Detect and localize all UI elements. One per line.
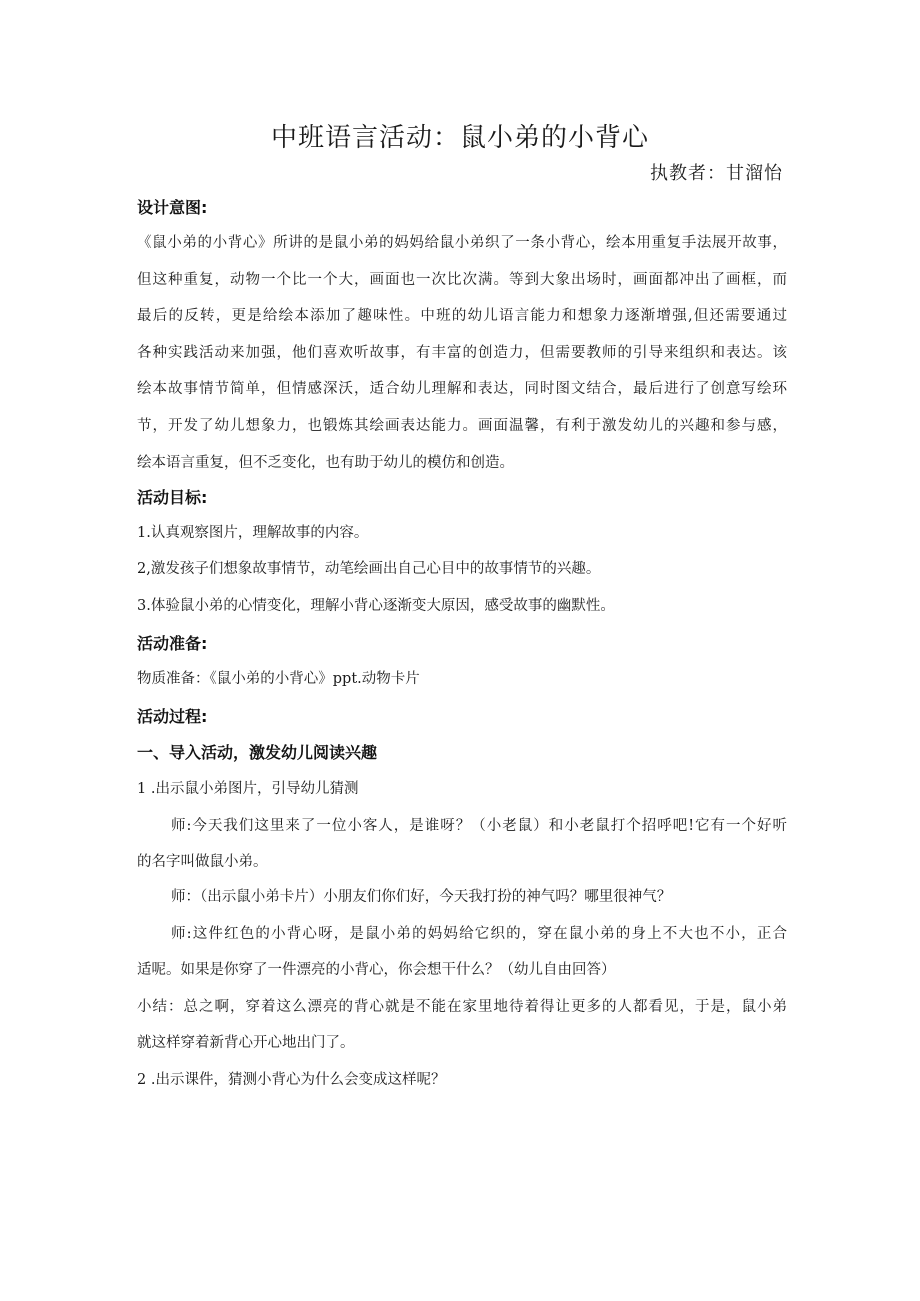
- heading-preparation: 活动准备:: [137, 634, 208, 653]
- goal-item: 2,激发孩子们想象故事情节，动笔绘画出自己心目中的故事情节的兴趣。: [137, 561, 601, 577]
- process-part1-heading: 一、导入活动，激发幼儿阅读兴趣: [137, 743, 378, 762]
- paragraph-line: 就这样穿着新背心开心地出门了。: [137, 1035, 355, 1051]
- heading-goals: 活动目标:: [137, 488, 208, 507]
- heading-process: 活动过程:: [137, 707, 208, 726]
- goal-item: 1.认真观察图片，理解故事的内容。: [137, 525, 369, 541]
- summary-paragraph: [137, 989, 787, 1061]
- preparation-text: 物质准备：《鼠小弟的小背心》ppt.动物卡片: [137, 671, 420, 687]
- paragraph-line: 绘本故事情节简单，但情感深沃，适合幼儿理解和表达，同时图文结合，最后进行了创意写绘环: [137, 381, 787, 398]
- design-intent-paragraph: [137, 225, 787, 481]
- paragraph-line: 《鼠小弟的小背心》所讲的是鼠小弟的妈妈给鼠小弟织了一条小背心，绘本用重复手法展开故事，: [137, 235, 787, 251]
- heading-design-intent: 设计意图:: [137, 198, 208, 217]
- teacher-name: 执教者：甘溜怡: [650, 163, 783, 184]
- paragraph-line: 的名字叫做鼠小弟。: [137, 854, 268, 870]
- paragraph-line: 节，开发了幼儿想象力，也锻炼其绘画表达能力。画面温馨，有利于激发幼儿的兴趣和参与感，: [137, 417, 787, 434]
- paragraph-line: 师:这件红色的小背心呀，是鼠小弟的妈妈给它织的，穿在鼠小弟的身上不大也不小，正合: [171, 926, 787, 942]
- paragraph-line: 最后的反转，更是给绘本添加了趣味性。中班的幼儿语言能力和想象力逐渐增强,但还需要通过: [137, 308, 787, 325]
- paragraph-line: 师：（出示鼠小弟卡片）小朋友们你们好，今天我打扮的神气吗？哪里很神气？: [171, 889, 672, 905]
- goal-item: 3.体验鼠小弟的心情变化，理解小背心逐渐变大原因，感受故事的幽默性。: [137, 598, 615, 614]
- paragraph-line: 小结：总之啊，穿着这么漂亮的背心就是不能在家里地待着得让更多的人都看见，于是，鼠小弟: [137, 999, 787, 1015]
- teacher-dialogue-1: [137, 808, 787, 880]
- paragraph-line: 各种实践活动来加强，他们喜欢听故事，有丰富的创造力，但需要教师的引导来组织和表达。该: [137, 344, 787, 361]
- process-step-1: 1 .出示鼠小弟图片，引导幼儿猜测: [137, 781, 359, 797]
- process-step-2: 2 .出示课件，猜测小背心为什么会变成这样呢？: [137, 1072, 446, 1088]
- teacher-dialogue-2: [137, 879, 787, 915]
- teacher-dialogue-3: [137, 916, 787, 988]
- paragraph-line: 师:今天我们这里来了一位小客人，是谁呀？（小老鼠）和小老鼠打个招呼吧!它有一个好听: [171, 818, 787, 834]
- paragraph-line: 但这种重复，动物一个比一个大，画面也一次比次满。等到大象出场时，画面都冲出了画框，而: [137, 271, 787, 288]
- paragraph-line: 绘本语言重复，但不乏变化，也有助于幼儿的模仿和创造。: [137, 454, 514, 471]
- page-title: 中班语言活动：鼠小弟的小背心: [270, 123, 649, 153]
- paragraph-line: 适呢。如果是你穿了一件漂亮的小背心，你会想干什么？（幼儿自由回答）: [137, 962, 616, 978]
